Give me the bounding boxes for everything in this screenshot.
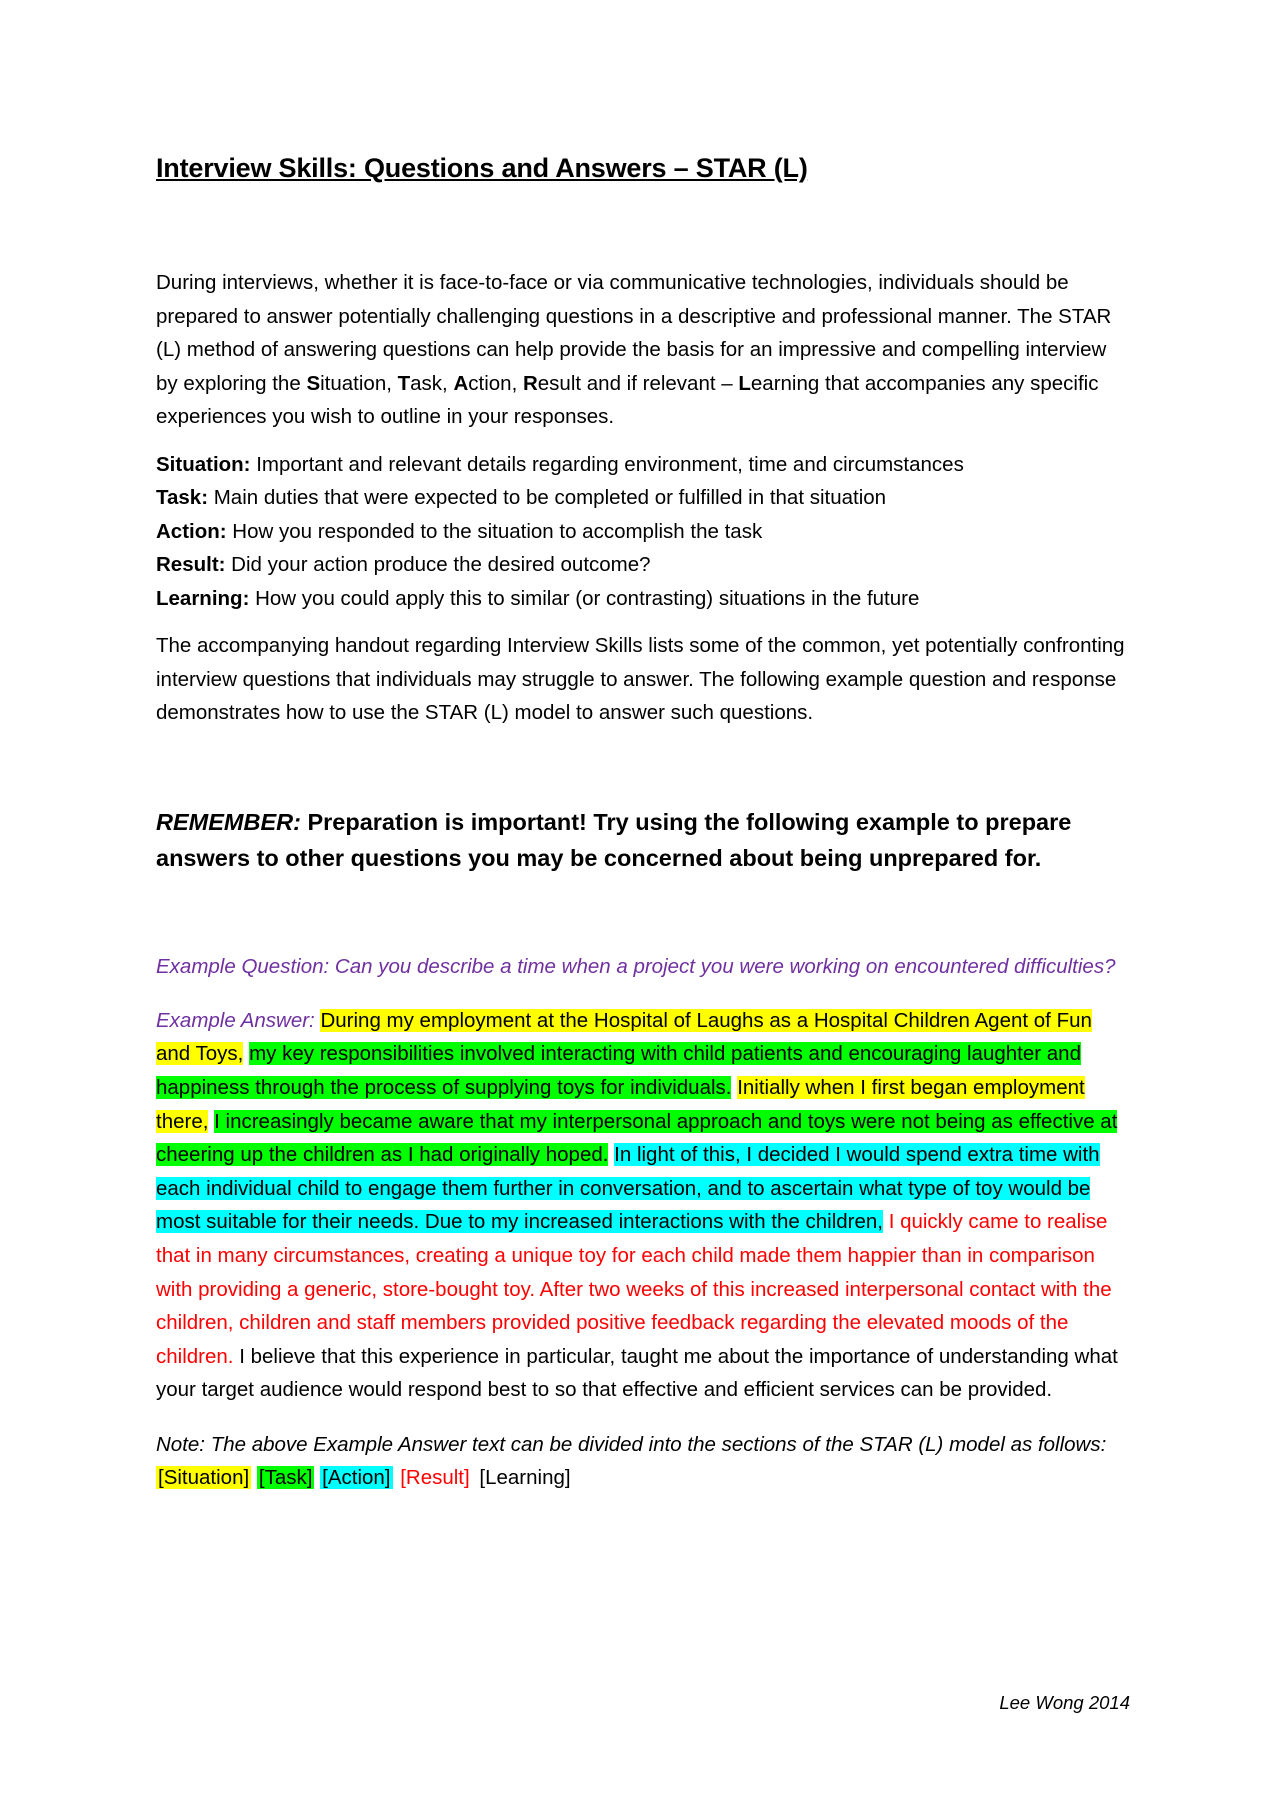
legend-result: [Result] <box>400 1466 470 1490</box>
intro-t-rest: ask, <box>410 371 454 395</box>
page-title: Interview Skills: Questions and Answers – STAR (L) <box>156 153 808 183</box>
definition-text: Important and relevant details regarding environment, time and circumstances <box>250 452 964 476</box>
definition-term: Learning: <box>156 586 250 610</box>
intro-t-letter: T <box>397 371 411 395</box>
answer-learning: I believe that this experience in particular, taught me about the importance of understanding what your target audience would respond best to so that effective and efficient services can be provided. <box>156 1344 1118 1402</box>
answer-situation-2: Initially when I first began employment there, <box>156 1076 1085 1133</box>
legend-task: [Task] <box>258 1466 313 1490</box>
intro-a-rest: ction, <box>468 371 523 395</box>
definition-text: How you could apply this to similar (or contrasting) situations in the future <box>249 586 920 610</box>
legend-situation: [Situation] <box>158 1466 250 1490</box>
footer-author: Lee Wong 2014 <box>999 1692 1130 1713</box>
definition-term: Result: <box>156 553 226 577</box>
intro-paragraph <box>156 266 1130 434</box>
definition-term: Situation: <box>156 452 251 476</box>
remember-text: Preparation is important! Try using the following example to prepare answers to other questions you may be concerned about being unprepared for. <box>156 808 1072 871</box>
definition-result <box>156 548 1130 581</box>
intro-s-rest: ituation, <box>320 371 398 395</box>
example-answer-label: Example Answer: <box>156 1008 315 1032</box>
example-question: Example Question: Can you describe a time when a project you were working on encountered difficulties? <box>156 954 1116 978</box>
legend-learning: [Learning] <box>479 1466 571 1490</box>
note-text: Note: The above Example Answer text can be divided into the sections of the STAR (L) model as follows: <box>156 1432 1107 1456</box>
intro-l-letter: L <box>738 371 751 395</box>
definitions-list <box>156 448 1130 615</box>
example-answer <box>156 1004 1130 1407</box>
handout-paragraph: The accompanying handout regarding Interview Skills lists some of the common, yet potentially confronting interview questions that individuals may struggle to answer. The following example question and response demonstrates how to use the STAR (L) model to answer such questions. <box>156 634 1125 725</box>
definition-term: Task: <box>156 486 209 510</box>
intro-r-letter: R <box>522 371 538 395</box>
definition-learning <box>156 582 1130 615</box>
document-page <box>156 150 1130 1515</box>
answer-action: In light of this, I decided I would spend extra time with each individual child to engage them further in conversation, and to ascertain what type of toy would be most suitable for their needs. Due to my increased interactions with the children, <box>156 1143 1100 1234</box>
note-paragraph <box>156 1428 1130 1495</box>
definition-situation <box>156 448 1130 481</box>
legend-action: [Action] <box>322 1466 391 1490</box>
answer-situation-1: During my employment at the Hospital of Laughs as a Hospital Children Agent of Fun and Toys, <box>156 1008 1092 1066</box>
answer-result: I quickly came to realise that in many circumstances, creating a unique toy for each child made them happier than in comparison with providing a generic, store-bought toy. After two weeks of this increased interpersonal contact with the children, children and staff members provided positive feedback regarding the elevated moods of the children. <box>156 1210 1112 1368</box>
remember-label: REMEMBER: <box>156 808 301 835</box>
intro-r-rest: esult and if relevant – <box>537 371 739 395</box>
intro-s-letter: S <box>306 371 321 395</box>
answer-task-2: I increasingly became aware that my interpersonal approach and toys were not being as effective at cheering up the children as I had originally hoped. <box>156 1109 1118 1167</box>
intro-l-rest: earning that accompanies any specific experiences you wish to outline in your responses. <box>156 371 1099 429</box>
intro-text: During interviews, whether it is face-to-face or via communicative technologies, individuals should be prepared to answer potentially challenging questions in a descriptive and professional manner. The STAR (L) method of answering questions can help provide the basis for an impressive and compelling interview by exploring the <box>156 271 1112 395</box>
remember-callout <box>156 804 1130 876</box>
definition-task <box>156 481 1130 514</box>
definition-text: Main duties that were expected to be completed or fulfilled in that situation <box>208 486 887 510</box>
definition-text: Did your action produce the desired outcome? <box>225 553 651 577</box>
answer-task-1: my key responsibilities involved interacting with child patients and encouraging laughter and happiness through the process of supplying toys for individuals. <box>156 1042 1081 1100</box>
definition-text: How you responded to the situation to accomplish the task <box>226 519 763 543</box>
definition-action <box>156 515 1130 548</box>
definition-term: Action: <box>156 519 227 543</box>
intro-a-letter: A <box>453 371 469 395</box>
